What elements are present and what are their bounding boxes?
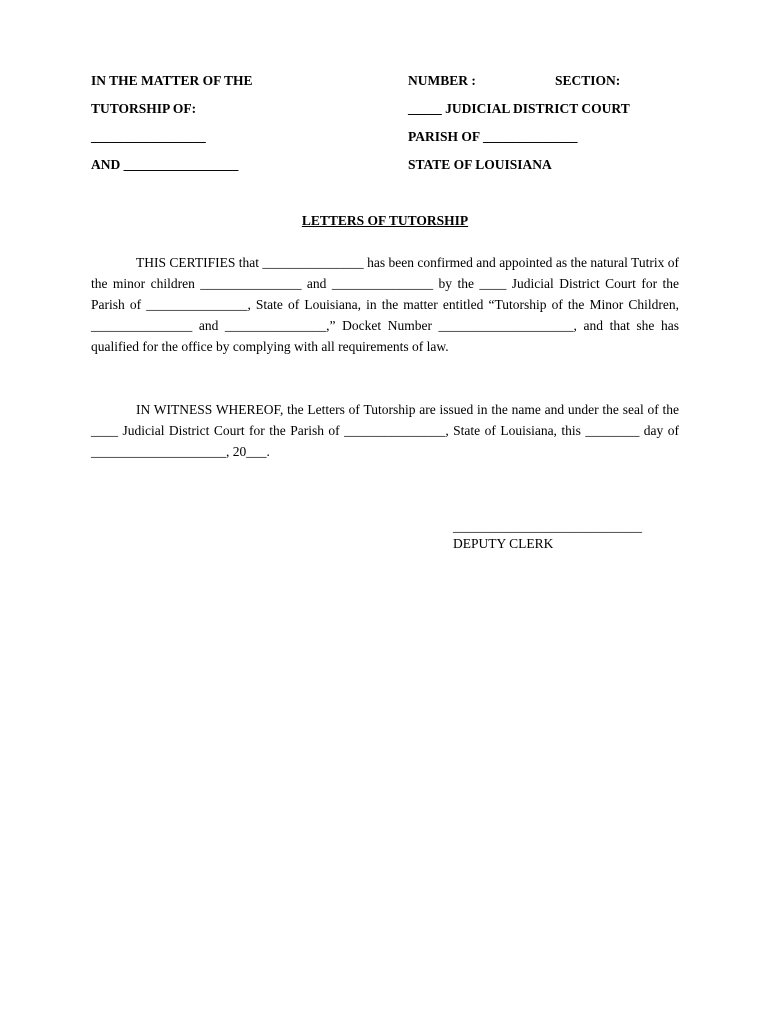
document-title: LETTERS OF TUTORSHIP — [301, 213, 469, 228]
signature-line: ____________________________ — [453, 519, 642, 534]
caption-judicial-district-court: _____ JUDICIAL DISTRICT COURT — [408, 101, 630, 116]
caption-matter-of: IN THE MATTER OF THE — [91, 73, 253, 88]
caption-and-minor-name-blank: AND _________________ — [91, 157, 239, 172]
caption-section-label: SECTION: — [555, 73, 621, 88]
caption-parish-of: PARISH OF ______________ — [408, 129, 578, 144]
caption-number-label: NUMBER : — [408, 73, 476, 88]
certification-paragraph: THIS CERTIFIES that _______________ has been confirmed and appointed as the natural Tutrix of the minor children _______________ and _______________ by the ____ Judicial District Court for the Parish of _______________, State of Louisiana, in the matter entitled “Tutorship of the Minor Children, _______________ and _______________,” Docket Number ____________________, and that she has qualified for the office by complying with all requirements of law. — [91, 255, 679, 354]
deputy-clerk-label: DEPUTY CLERK — [453, 536, 554, 551]
caption-state-of-louisiana: STATE OF LOUISIANA — [408, 157, 552, 172]
caption-minor-name-blank: _________________ — [91, 129, 206, 144]
witness-paragraph: IN WITNESS WHEREOF, the Letters of Tutorship are issued in the name and under the seal of the ____ Judicial District Court for the Parish of _______________, State of Louisiana, this ________ day of ____________________, 20___. — [91, 402, 679, 459]
caption-tutorship-of: TUTORSHIP OF: — [91, 101, 197, 116]
